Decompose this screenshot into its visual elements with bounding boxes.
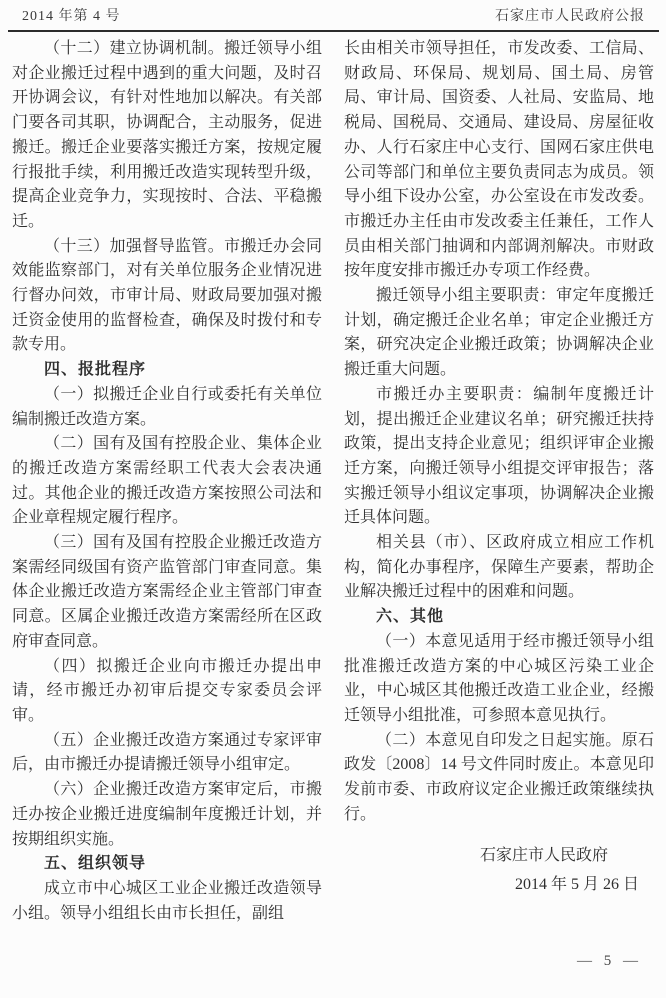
paragraph: （五）企业搬迁改造方案通过专家评审后，由市搬迁办提请搬迁领导小组审定。: [12, 731, 322, 774]
right-column-wrap: [344, 37, 654, 926]
paragraph: 相关县（市）、区政府成立相应工作机构，简化办事程序，保障生产要素，帮助企业解决搬迁过程中的困难和问题。: [344, 534, 654, 601]
paragraph: （一）本意见适用于经市搬迁领导小组批准搬迁改造方案的中心城区污染工业企业，中心城区其他搬迁改造工业企业，经搬迁领导小组批准，可参照本意见执行。: [344, 632, 654, 724]
paragraph: 搬迁领导小组主要职责：审定年度搬迁计划，确定搬迁企业名单；审定企业搬迁方案，研究决定企业搬迁政策；协调解决企业搬迁重大问题。: [344, 287, 654, 379]
signature-date: 2014 年 5 月 26 日: [514, 875, 639, 893]
paragraph: （二）国有及国有控股企业、集体企业的搬迁改造方案需经职工代表大会表决通过。其他企业的搬迁改造方案按照公司法和企业章程规定履行程序。: [12, 435, 322, 527]
paragraph: 长由相关市领导担任，市发改委、工信局、财政局、环保局、规划局、国土局、房管局、审计局、国资委、人社局、安监局、地税局、国税局、交通局、建设局、房屋征收办、人行石家庄中心支行、国网石家庄供电公司等部门和单位主要负责同志为成员。领导小组下设办公室，办公室设在市发改委。市搬迁办主任由市发改委主任兼任，工作人员由相关部门抽调和内部调剂解决。市财政按年度安排市搬迁办专项工作经费。: [344, 40, 654, 280]
page-header: [8, 5, 659, 32]
paragraph: （十三）加强督导监管。市搬迁办会同效能监察部门，对有关单位服务企业情况进行督办问效，市审计局、财政局要加强对搬迁资金使用的监督检查，确保及时拨付和专款专用。: [12, 237, 322, 354]
signature-block: [344, 841, 654, 899]
left-column: [12, 37, 322, 926]
paragraph: （四）拟搬迁企业向市搬迁办提出申请，经市搬迁办初审后提交专家委员会评审。: [12, 657, 322, 724]
right-column: [344, 37, 654, 828]
signature-issuer: 石家庄市人民政府: [479, 846, 608, 864]
paragraph: （十二）建立协调机制。搬迁领导小组对企业搬迁过程中遇到的重大问题，及时召开协调会议，有针对性地加以解决。有关部门要各司其职，协调配合，主动服务，促进搬迁。搬迁企业要落实搬迁方案，按规定履行报批手续，利用搬迁改造实现转型升级，提高企业竞争力，实现按时、合法、平稳搬迁。: [12, 40, 322, 230]
section-heading: 五、组织领导: [44, 855, 147, 873]
paragraph: 市搬迁办主要职责：编制年度搬迁计划，提出搬迁企业建议名单；研究搬迁扶持政策，提出支持企业意见；组织评审企业搬迁方案，向搬迁领导小组提交评审报告；落实搬迁领导小组议定事项，协调解决企业搬迁具体问题。: [344, 385, 654, 527]
paragraph: （三）国有及国有控股企业搬迁改造方案需经同级国有资产监管部门审查同意。集体企业搬迁改造方案需经企业主管部门审查同意。区属企业搬迁改造方案需经所在区政府审查同意。: [12, 534, 322, 650]
header-gazette-title: 石家庄市人民政府公报: [495, 9, 645, 24]
section-heading: 六、其他: [376, 608, 445, 626]
paragraph: （一）拟搬迁企业自行或委托有关单位编制搬迁改造方案。: [12, 385, 322, 428]
section-heading: 四、报批程序: [44, 361, 147, 379]
paragraph: （六）企业搬迁改造方案审定后，市搬迁办按企业搬迁进度编制年度搬迁计划，并按期组织实施。: [12, 781, 322, 848]
paragraph: 成立市中心城区工业企业搬迁改造领导小组。领导小组组长由市长担任，副组: [12, 879, 322, 922]
paragraph: （二）本意见自印发之日起实施。原石政发〔2008〕14 号文件同时废止。本意见印发前市委、市政府议定企业搬迁政策继续执行。: [344, 731, 654, 823]
header-issue-number: 2014 年第 4 号: [22, 9, 121, 24]
page-number: — 5 —: [577, 953, 642, 969]
document-body: [12, 37, 654, 926]
